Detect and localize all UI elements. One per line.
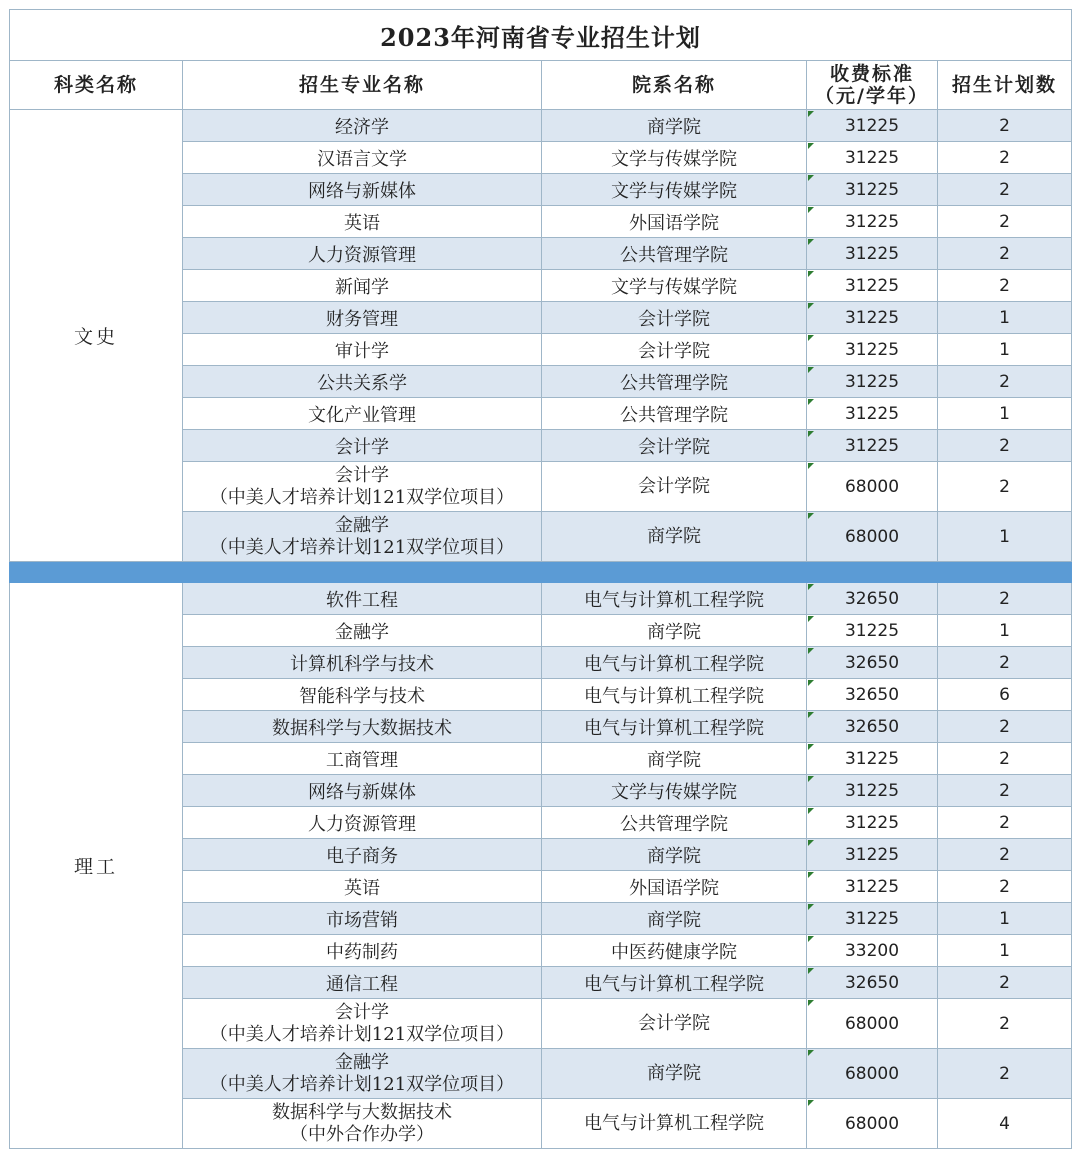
fee-cell: 31225 [807,142,938,174]
major-name: 英语 [344,212,380,234]
major-cell [183,398,542,430]
table-row [10,110,1072,142]
plan-count-cell: 2 [938,967,1072,999]
major-name: 电子商务 [326,845,398,867]
category-cell: 文史 [10,110,183,562]
college-cell: 中医药健康学院 [542,935,807,967]
fee-cell: 68000 [807,1049,938,1099]
major-cell [183,807,542,839]
major-name: 会计学 [335,464,389,486]
header-fee [807,61,938,110]
major-name: 网络与新媒体 [308,781,416,803]
major-program-note: （中美人才培养计划121双学位项目） [209,536,515,558]
fee-cell: 31225 [807,807,938,839]
major-cell [183,711,542,743]
plan-count-cell: 2 [938,270,1072,302]
plan-count-cell: 1 [938,302,1072,334]
plan-count-cell: 1 [938,398,1072,430]
plan-count-cell: 4 [938,1099,1072,1149]
major-cell [183,110,542,142]
major-name: 数据科学与大数据技术 [272,717,452,739]
major-program-note: （中外合作办学） [290,1123,434,1145]
major-name: 汉语言文学 [317,148,407,170]
major-cell [183,334,542,366]
plan-count-cell: 2 [938,430,1072,462]
header-fee-line1: 收费标准 [829,63,914,85]
major-name: 会计学 [335,1001,389,1023]
fee-cell: 31225 [807,743,938,775]
major-cell [183,871,542,903]
plan-count-cell: 1 [938,334,1072,366]
plan-count-cell: 2 [938,711,1072,743]
plan-count-cell: 2 [938,871,1072,903]
enrollment-plan-sheet [9,9,1071,1149]
fee-cell: 31225 [807,903,938,935]
major-cell [183,903,542,935]
major-name: 新闻学 [335,276,389,298]
major-name: 英语 [344,877,380,899]
major-cell [183,512,542,562]
college-cell: 商学院 [542,512,807,562]
table-row [10,583,1072,615]
plan-count-cell: 2 [938,647,1072,679]
college-cell: 文学与传媒学院 [542,775,807,807]
major-name: 工商管理 [326,749,398,771]
fee-cell: 31225 [807,270,938,302]
major-cell [183,679,542,711]
major-name: 人力资源管理 [308,244,416,266]
major-cell [183,1049,542,1099]
header-category: 科类名称 [10,61,183,110]
fee-cell: 31225 [807,871,938,903]
major-cell [183,270,542,302]
enrollment-plan-table [9,9,1072,1149]
college-cell: 电气与计算机工程学院 [542,583,807,615]
plan-count-cell: 2 [938,462,1072,512]
major-cell [183,430,542,462]
fee-cell: 68000 [807,999,938,1049]
table-title: 2023年河南省专业招生计划 [10,10,1072,61]
college-cell: 会计学院 [542,334,807,366]
major-name: 公共关系学 [317,372,407,394]
fee-cell: 31225 [807,206,938,238]
header-row [10,61,1072,110]
college-cell: 商学院 [542,903,807,935]
plan-count-cell: 2 [938,174,1072,206]
college-cell: 外国语学院 [542,206,807,238]
major-name: 网络与新媒体 [308,180,416,202]
plan-count-cell: 2 [938,839,1072,871]
fee-cell: 31225 [807,366,938,398]
college-cell: 电气与计算机工程学院 [542,1099,807,1149]
fee-cell: 68000 [807,1099,938,1149]
plan-count-cell: 1 [938,512,1072,562]
fee-cell: 31225 [807,334,938,366]
plan-count-cell: 2 [938,999,1072,1049]
major-name: 会计学 [335,436,389,458]
major-name: 市场营销 [326,909,398,931]
fee-cell: 31225 [807,615,938,647]
fee-cell: 32650 [807,711,938,743]
header-major: 招生专业名称 [183,61,542,110]
major-cell [183,238,542,270]
major-name: 金融学 [335,621,389,643]
plan-count-cell: 2 [938,366,1072,398]
plan-count-cell: 2 [938,1049,1072,1099]
fee-cell: 31225 [807,398,938,430]
college-cell: 商学院 [542,743,807,775]
major-program-note: （中美人才培养计划121双学位项目） [209,486,515,508]
separator-bar [10,562,1072,583]
plan-count-cell: 2 [938,142,1072,174]
college-cell: 会计学院 [542,999,807,1049]
major-cell [183,302,542,334]
major-cell [183,647,542,679]
major-program-note: （中美人才培养计划121双学位项目） [209,1023,515,1045]
header-fee-line2: （元/学年） [815,85,929,107]
major-cell [183,743,542,775]
header-plan: 招生计划数 [938,61,1072,110]
college-cell: 文学与传媒学院 [542,270,807,302]
major-name: 软件工程 [326,589,398,611]
major-cell [183,615,542,647]
fee-cell: 31225 [807,430,938,462]
college-cell: 电气与计算机工程学院 [542,967,807,999]
plan-count-cell: 2 [938,807,1072,839]
plan-count-cell: 2 [938,743,1072,775]
fee-cell: 31225 [807,775,938,807]
plan-count-cell: 2 [938,206,1072,238]
plan-count-cell: 1 [938,615,1072,647]
major-program-note: （中美人才培养计划121双学位项目） [209,1073,515,1095]
college-cell: 文学与传媒学院 [542,142,807,174]
major-name: 智能科学与技术 [299,685,425,707]
college-cell: 电气与计算机工程学院 [542,647,807,679]
college-cell: 商学院 [542,1049,807,1099]
major-cell [183,775,542,807]
major-name: 文化产业管理 [308,404,416,426]
major-name: 金融学 [335,1051,389,1073]
major-name: 金融学 [335,514,389,536]
major-name: 审计学 [335,340,389,362]
major-cell [183,935,542,967]
plan-count-cell: 1 [938,935,1072,967]
group-separator [10,562,1072,583]
major-cell [183,583,542,615]
title-row [10,10,1072,61]
major-cell [183,839,542,871]
major-cell [183,1099,542,1149]
fee-cell: 68000 [807,462,938,512]
major-cell [183,366,542,398]
major-cell [183,206,542,238]
major-cell [183,174,542,206]
major-cell [183,142,542,174]
major-name: 通信工程 [326,973,398,995]
college-cell: 会计学院 [542,302,807,334]
college-cell: 商学院 [542,110,807,142]
plan-count-cell: 2 [938,238,1072,270]
fee-cell: 32650 [807,967,938,999]
fee-cell: 31225 [807,302,938,334]
college-cell: 公共管理学院 [542,238,807,270]
major-name: 财务管理 [326,308,398,330]
fee-cell: 31225 [807,110,938,142]
plan-count-cell: 2 [938,583,1072,615]
fee-cell: 31225 [807,238,938,270]
college-cell: 外国语学院 [542,871,807,903]
major-cell [183,999,542,1049]
major-name: 经济学 [335,116,389,138]
college-cell: 公共管理学院 [542,807,807,839]
fee-cell: 33200 [807,935,938,967]
fee-cell: 31225 [807,839,938,871]
fee-cell: 68000 [807,512,938,562]
plan-count-cell: 1 [938,903,1072,935]
plan-count-cell: 2 [938,775,1072,807]
fee-cell: 32650 [807,679,938,711]
major-cell [183,462,542,512]
college-cell: 会计学院 [542,430,807,462]
college-cell: 公共管理学院 [542,398,807,430]
college-cell: 商学院 [542,615,807,647]
plan-count-cell: 2 [938,110,1072,142]
fee-cell: 32650 [807,647,938,679]
major-cell [183,967,542,999]
college-cell: 商学院 [542,839,807,871]
major-name: 中药制药 [326,941,398,963]
college-cell: 电气与计算机工程学院 [542,679,807,711]
plan-count-cell: 6 [938,679,1072,711]
major-name: 计算机科学与技术 [290,653,434,675]
major-name: 人力资源管理 [308,813,416,835]
college-cell: 文学与传媒学院 [542,174,807,206]
college-cell: 会计学院 [542,462,807,512]
category-cell: 理工 [10,583,183,1149]
college-cell: 电气与计算机工程学院 [542,711,807,743]
college-cell: 公共管理学院 [542,366,807,398]
fee-cell: 32650 [807,583,938,615]
major-name: 数据科学与大数据技术 [272,1101,452,1123]
header-college: 院系名称 [542,61,807,110]
fee-cell: 31225 [807,174,938,206]
